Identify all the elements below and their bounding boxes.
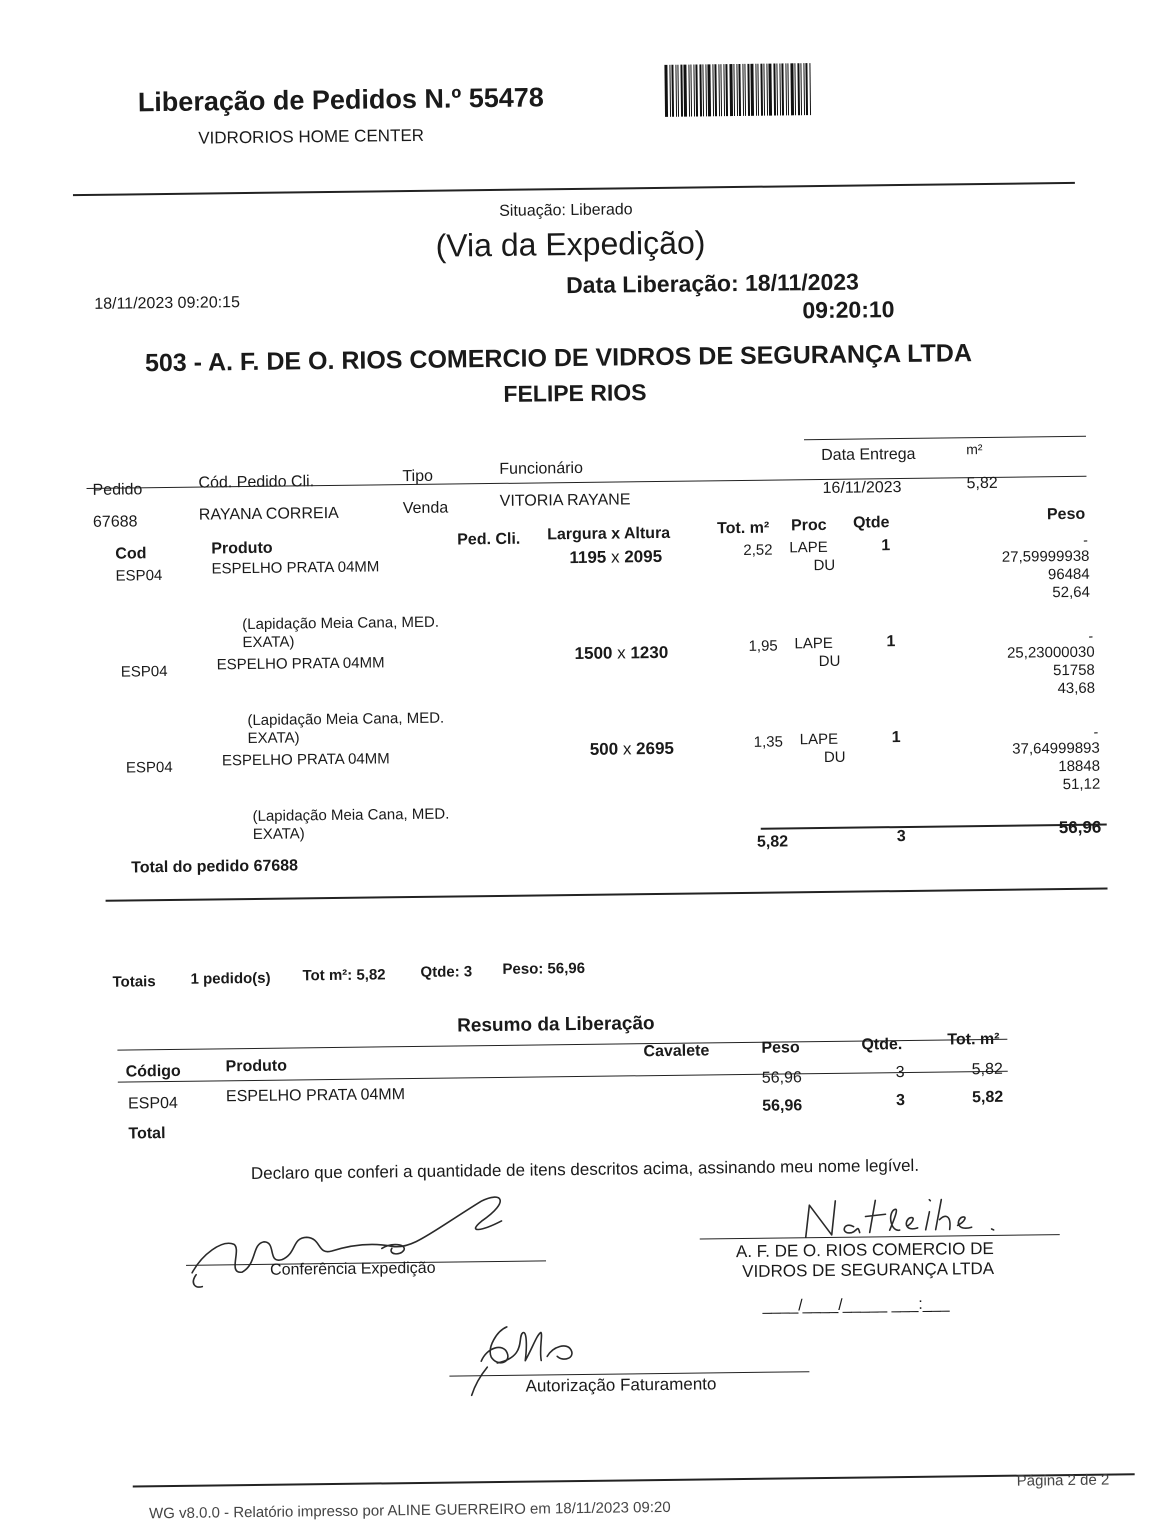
document-title: Liberação de Pedidos N.º 55478: [137, 82, 545, 118]
summary-row-tot-m2: 5,82: [971, 1060, 1003, 1079]
summary-title: Resumo da Liberação: [457, 1013, 655, 1037]
item-peso-dash: -: [1088, 627, 1094, 644]
order-total-peso: 56,96: [1058, 817, 1102, 838]
item-peso-2: 51758: [1053, 661, 1095, 680]
barcode-bar: [664, 65, 668, 117]
order-data-entrega: 16/11/2023: [822, 479, 902, 497]
item-tot-m2: 1,95: [748, 637, 778, 655]
summary-row-peso: 56,96: [761, 1069, 802, 1087]
item-proc-2: DU: [823, 748, 846, 766]
barcode-bar: [750, 64, 754, 116]
barcode-bar: [725, 64, 728, 116]
item-obs-2: EXATA): [252, 825, 305, 843]
release-date-line: [566, 269, 859, 300]
barcode: [664, 63, 841, 117]
release-time: 09:20:10: [802, 296, 895, 324]
footer-rule: [133, 1473, 1135, 1487]
summary-row-codigo: ESP04: [127, 1094, 178, 1113]
items-col-ped-cli: Ped. Cli.: [457, 530, 521, 549]
barcode-bar: [729, 64, 733, 116]
order-total-m2: 5,82: [756, 833, 789, 851]
order-bottom-rule: [106, 888, 1108, 902]
item-proc-1: LAPE: [789, 538, 828, 557]
summary-col-tot-m2: Tot. m²: [947, 1030, 1000, 1049]
barcode-bar: [695, 64, 698, 116]
signature-conferencia: [181, 1190, 542, 1294]
barcode-bar: [671, 65, 674, 117]
col-cod-pedido-cli: Cód. Pedido Cli.: [198, 473, 315, 492]
header-rule: [73, 182, 1075, 196]
item-cod: ESP04: [115, 567, 163, 585]
items-col-tot-m2: Tot. m²: [716, 519, 770, 538]
declaration-text: Declaro que conferi a quantidade de itens descritos acima, assinando meu nome legível.: [250, 1155, 920, 1184]
totals-pedidos: 1 pedido(s): [190, 969, 271, 988]
item-peso-2: 96484: [1047, 565, 1090, 584]
item-proc-2: DU: [818, 652, 841, 671]
barcode-bar: [768, 64, 772, 116]
barcode-bar: [776, 63, 778, 115]
item-obs-1: (Lapidação Meia Cana, MED.: [242, 613, 440, 634]
release-date: 18/11/2023: [744, 268, 860, 296]
order-total-rule: [761, 824, 1107, 830]
signature-date-blank: ____/____/_____ ___:___: [762, 1295, 950, 1315]
items-col-proc: Proc: [790, 516, 827, 535]
items-col-largura-altura: Largura x Altura: [547, 524, 671, 544]
barcode-bar: [757, 64, 759, 116]
summary-row-qtde: 3: [895, 1064, 905, 1082]
signature-right-label-1: A. F. DE O. RIOS COMERCIO DE: [735, 1238, 994, 1262]
signature-bottom-label: Autorização Faturamento: [525, 1374, 717, 1396]
order-m2: 5,82: [966, 474, 998, 493]
order-pedido: 67688: [92, 513, 138, 531]
barcode-bar: [690, 65, 692, 117]
col-pedido: Pedido: [92, 481, 143, 499]
print-datetime: 18/11/2023 09:20:15: [94, 294, 241, 313]
col-funcionario: Funcionário: [499, 459, 584, 478]
company-name: VIDRORIOS HOME CENTER: [198, 125, 425, 148]
barcode-bar: [702, 64, 704, 116]
order-cod-pedido-cli: RAYANA CORREIA: [198, 504, 339, 524]
totals-tot-m2: Tot m²: 5,82: [302, 966, 386, 985]
col-tipo: Tipo: [402, 467, 434, 486]
barcode-bar: [794, 63, 796, 115]
item-peso-2: 18848: [1058, 757, 1101, 776]
summary-col-codigo: Código: [125, 1062, 181, 1081]
order-total-label: Total do pedido 67688: [131, 857, 299, 877]
signature-right-label-2: VIDROS DE SEGURANÇA LTDA: [742, 1258, 995, 1282]
barcode-bar: [763, 64, 765, 116]
item-dimensions: 1195 x 2095: [569, 546, 663, 568]
item-obs-2: EXATA): [247, 729, 300, 748]
item-proc-2: DU: [813, 556, 836, 575]
barcode-bar: [787, 63, 789, 115]
barcode-bar: [809, 63, 811, 115]
totals-peso: Peso: 56,96: [502, 959, 586, 978]
order-total-qtde: 3: [896, 827, 906, 846]
item-produto: ESPELHO PRATA 04MM: [216, 654, 385, 674]
status-label: Situação: Liberado: [499, 201, 633, 220]
barcode-bar: [714, 64, 717, 116]
barcode-bar: [720, 64, 722, 116]
item-peso-3: 52,64: [1052, 583, 1090, 602]
summary-total-tot-m2: 5,82: [971, 1088, 1004, 1107]
item-obs-1: (Lapidação Meia Cana, MED.: [252, 805, 450, 825]
items-col-qtde: Qtde: [852, 514, 890, 532]
item-peso-dash: -: [1093, 723, 1099, 740]
order-tipo: Venda: [402, 499, 449, 518]
item-peso-3: 51,12: [1062, 775, 1101, 794]
summary-total-qtde: 3: [895, 1092, 906, 1110]
copy-label: (Via da Expedição): [435, 224, 706, 264]
item-obs-1: (Lapidação Meia Cana, MED.: [247, 709, 445, 730]
item-produto: ESPELHO PRATA 04MM: [221, 750, 390, 770]
item-qtde: 1: [891, 729, 901, 747]
barcode-bar: [790, 63, 794, 115]
item-peso-1: 37,64999893: [1012, 739, 1100, 758]
summary-col-cavalete: Cavalete: [643, 1042, 710, 1061]
col-data-entrega: Data Entrega: [821, 445, 916, 464]
barcode-bar: [781, 63, 784, 115]
summary-row-produto: ESPELHO PRATA 04MM: [225, 1086, 406, 1106]
barcode-bar: [744, 64, 746, 116]
item-qtde: 1: [886, 633, 896, 651]
client-contact: FELIPE RIOS: [503, 379, 647, 407]
client-name: 503 - A. F. DE O. RIOS COMERCIO DE VIDROS DE SEGURANÇA LTDA: [144, 339, 973, 378]
summary-col-peso: Peso: [761, 1039, 800, 1057]
item-qtde: 1: [881, 537, 891, 555]
item-peso-dash: -: [1083, 531, 1089, 548]
totals-qtde: Qtde: 3: [420, 963, 473, 981]
summary-total-label: Total: [128, 1125, 166, 1143]
release-label: Data Liberação:: [565, 269, 739, 299]
item-peso-1: 25,23000030: [1006, 643, 1095, 662]
item-dimensions: 500 x 2695: [589, 738, 675, 759]
item-peso-1: 27,59999938: [1001, 547, 1090, 566]
col-m2: m²: [966, 441, 983, 458]
item-cod: ESP04: [120, 662, 168, 681]
footer-page-number: Página 2 de 2: [1016, 1471, 1110, 1490]
summary-col-produto: Produto: [225, 1057, 288, 1076]
item-cod: ESP04: [125, 758, 173, 777]
order-top-rule: [804, 436, 1086, 440]
item-peso-3: 43,68: [1057, 679, 1096, 698]
item-proc-1: LAPE: [799, 730, 839, 749]
items-col-peso: Peso: [1046, 505, 1086, 524]
barcode-bar: [738, 64, 741, 116]
summary-col-qtde: Qtde.: [861, 1036, 903, 1054]
footer-printed-by: WG v8.0.0 - Relatório impresso por ALINE GUERREIRO em 18/11/2023 09:20: [148, 1498, 671, 1523]
item-proc-1: LAPE: [794, 634, 833, 653]
barcode-bar: [805, 63, 808, 115]
item-dimensions: 1500 x 1230: [574, 642, 669, 664]
item-produto: ESPELHO PRATA 04MM: [211, 558, 380, 578]
totals-label: Totais: [112, 973, 156, 991]
item-tot-m2: 2,52: [743, 541, 773, 559]
signature-left-label: Conferência Expedição: [270, 1259, 436, 1279]
barcode-bar: [677, 65, 679, 117]
barcode-bar: [707, 64, 711, 116]
item-tot-m2: 1,35: [753, 733, 784, 751]
summary-total-peso: 56,96: [762, 1097, 803, 1115]
barcode-bar: [800, 63, 802, 115]
order-funcionario: VITORIA RAYANE: [499, 491, 631, 510]
items-col-produto: Produto: [211, 539, 273, 558]
item-obs-2: EXATA): [242, 633, 295, 652]
barcode-bar: [733, 64, 735, 116]
barcode-bar: [683, 65, 687, 117]
items-col-cod: Cod: [115, 545, 147, 563]
